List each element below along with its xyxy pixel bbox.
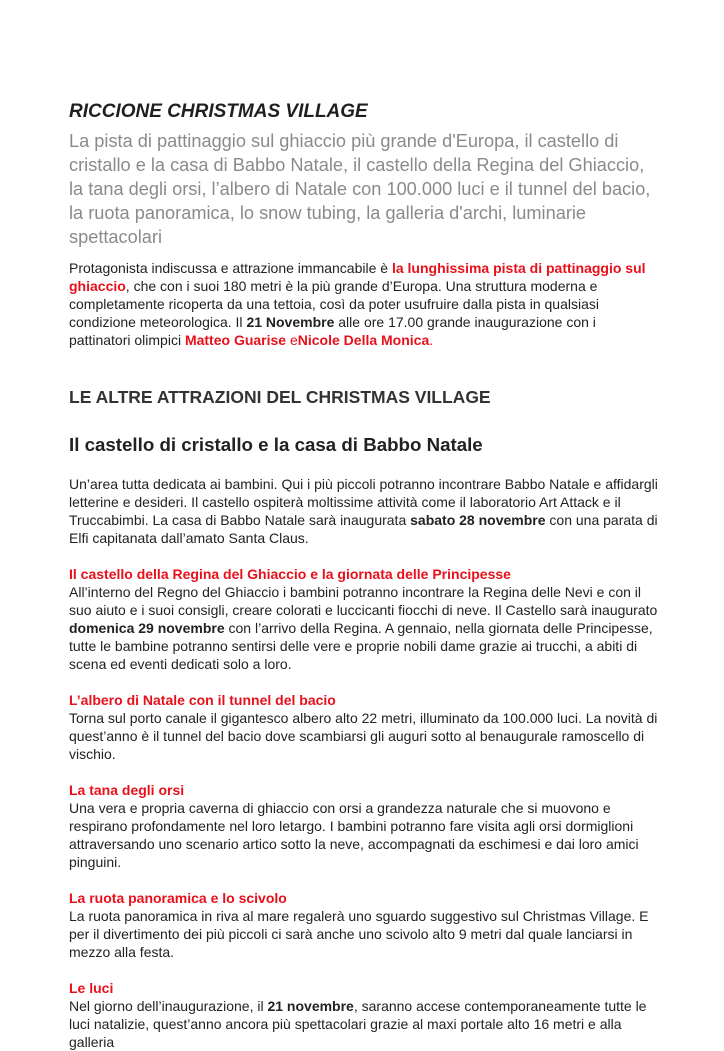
- attraction-text: Una vera e propria caverna di ghiaccio con orsi a grandezza naturale che si muovono e respirano profondamente nel loro letargo. I bambini potranno fare visita agli orsi dormiglioni attraversando uno scenario artico sotto la neve, accompagnati da eschimesi e dai loro amici pinguini.: [69, 799, 639, 870]
- attraction-heading: Il castello della Regina del Ghiaccio e la giornata delle Principesse: [69, 565, 511, 582]
- luci-date: 21 novembre: [267, 997, 354, 1014]
- intro-paragraph: [69, 259, 659, 349]
- attraction-heading: Le luci: [69, 979, 114, 996]
- attraction-heading: Il castello di cristallo e la casa di Babbo Natale: [69, 434, 483, 455]
- intro-text-5: .: [429, 332, 434, 348]
- intro-text-2: , che con i suoi 180 metri è la più grande d’Europa. Una struttura moderna e completamente ricoperta da una tettoia, così da poter usufruire dalla pista in qualsiasi condizione meteorologica. Il: [69, 278, 599, 330]
- attraction-text: [69, 475, 659, 547]
- intro-text-4: e: [286, 332, 298, 348]
- attraction-text: La ruota panoramica in riva al mare regalerà uno sguardo suggestivo sul Christmas Village. E per il divertimento dei più piccoli ci sarà anche uno scivolo alto 9 metri dal quale lanciarsi in mezzo alla festa.: [69, 907, 649, 960]
- article: [69, 100, 659, 1051]
- castello-text-2: con una parata di Elfi capitanata dall’amato Santa Claus.: [69, 511, 658, 546]
- castello-date: sabato 28 novembre: [410, 511, 546, 528]
- intro-skater-2: Nicole Della Monica: [297, 332, 430, 348]
- attraction-text: Torna sul porto canale il gigantesco albero alto 22 metri, illuminato da 100.000 luci. La novità di quest’anno è il tunnel del bacio dove scambiarsi gli auguri sotto al benaugurale ramoscello di vischio.: [69, 709, 658, 762]
- intro-skater-1: Matteo Guarise: [184, 332, 287, 348]
- attraction-luci: [69, 979, 659, 1051]
- page-title: RICCIONE CHRISTMAS VILLAGE: [69, 101, 368, 122]
- section-heading: LE ALTRE ATTRAZIONI DEL CHRISTMAS VILLAGE: [69, 387, 491, 407]
- luci-text-2: , saranno accese contemporaneamente tutte le luci natalizie, quest’anno ancora più spettacolari grazie al maxi portale alto 16 metri e alla galleria: [69, 997, 647, 1050]
- intro-text-1: Protagonista indiscussa e attrazione immancabile è: [69, 260, 392, 276]
- attraction-text: [69, 583, 659, 673]
- page-subtitle: La pista di pattinaggio sul ghiaccio più grande d'Europa, il castello di cristallo e la casa di Babbo Natale, il castello della Regina del Ghiaccio, la tana degli orsi, l’albero di Natale con 100.000 luci e il tunnel del bacio, la ruota panoramica, lo snow tubing, la galleria d'archi, luminarie spettacolari: [69, 131, 651, 247]
- regina-text-1: All’interno del Regno del Ghiaccio i bambini potranno incontrare la Regina delle Nevi e con il suo aiuto e i suoi consigli, creare colorati e luccicanti fiocchi di neve. Il Castello sarà inaugurato: [69, 583, 658, 618]
- attraction-ruota: [69, 889, 659, 961]
- attraction-heading: La ruota panoramica e lo scivolo: [69, 889, 287, 906]
- regina-text-2: con l’arrivo della Regina. A gennaio, nella giornata delle Principesse, tutte le bambine potranno sentirsi delle vere e proprie nobili dame grazie ai trucchi, a abiti di scena ed eventi dedicati solo a loro.: [69, 619, 653, 672]
- luci-text-1: Nel giorno dell’inaugurazione, il: [69, 997, 268, 1014]
- intro-text-3: alle ore 17.00 grande inaugurazione con i pattinatori olimpici: [69, 314, 596, 348]
- attraction-castello-regina: [69, 565, 659, 673]
- castello-text-1: Un’area tutta dedicata ai bambini. Qui i più piccoli potranno incontrare Babbo Natale e affidargli letterine e desideri. Il castello ospiterà moltissime attività come il laboratorio Art Attack e il Truccabimbi. La casa di Babbo Natale sarà inaugurata: [69, 475, 658, 528]
- regina-date: domenica 29 novembre: [69, 619, 225, 636]
- attraction-heading: L’albero di Natale con il tunnel del bacio: [69, 691, 336, 708]
- attraction-castello-cristallo: [69, 434, 659, 547]
- intro-date: 21 Novembre: [246, 314, 335, 330]
- attraction-heading: La tana degli orsi: [69, 781, 185, 798]
- attraction-albero: [69, 691, 659, 763]
- intro-highlight-rink: la lunghissima pista di pattinaggio sul ghiaccio: [69, 260, 646, 294]
- attraction-tana-orsi: [69, 781, 659, 871]
